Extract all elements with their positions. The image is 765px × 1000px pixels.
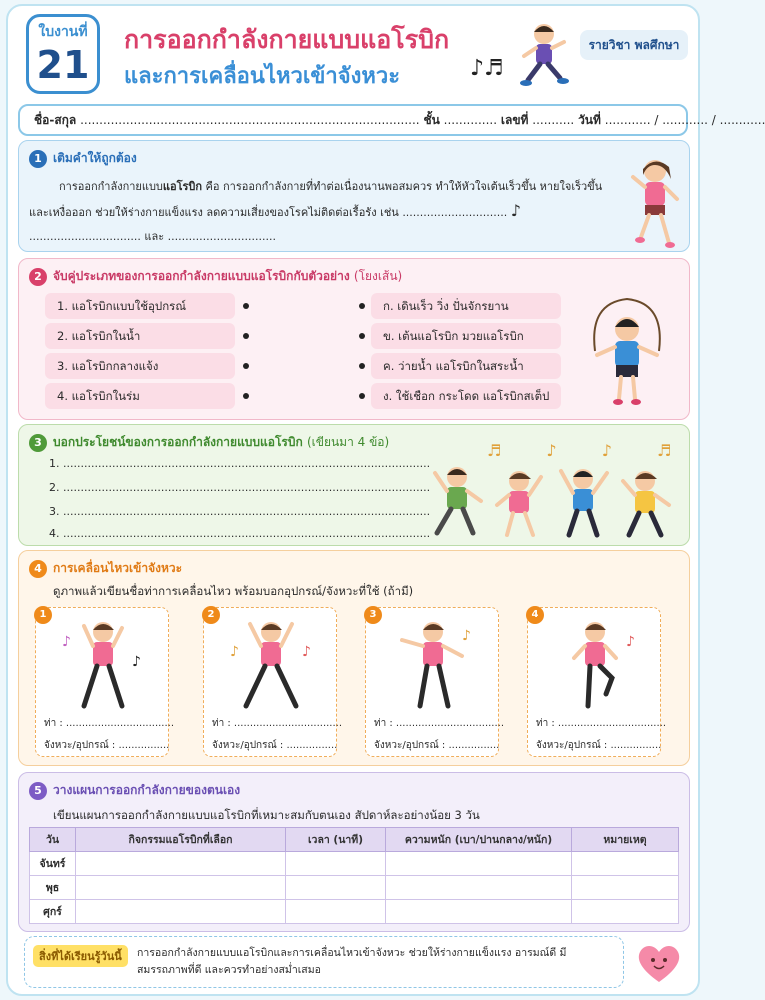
learned-tag: สิ่งที่ได้เรียนรู้วันนี้ xyxy=(33,945,128,967)
section2-number: 2 xyxy=(29,268,47,286)
class-field[interactable]: .............. xyxy=(443,113,498,127)
section1-paragraph[interactable]: การออกกำลังกายแบบแอโรบิก คือ การออกกำลังกายที่ทำต่อเนื่องนานพอสมควร ทำให้หัวใจเต้นเร็วขึ้น หายใจเร็วขึ้น และเหงื่อออก ช่วยให้ร่างกายแข็งแรง ลดความเสี่ยงของโรคไม่ติดต่อเรื้อรัง เช่น .............................. ♪ ................................ และ ............................... xyxy=(29,180,603,243)
learned-today-box xyxy=(24,936,624,988)
girl-jumping-illustration xyxy=(625,155,685,251)
svg-text:♪: ♪ xyxy=(230,644,239,660)
girl-pose-knee-lift-illustration xyxy=(552,616,638,712)
col-activity: กิจกรรมแอโรบิกที่เลือก xyxy=(76,828,286,852)
svg-text:♪: ♪ xyxy=(62,634,71,650)
match-left-dot[interactable] xyxy=(243,303,249,309)
section-benefits xyxy=(18,424,690,546)
student-info-bar xyxy=(18,104,765,136)
kids-dancing-illustration xyxy=(423,463,683,543)
learned-text: การออกกำลังกายแบบแอโรบิกและการเคลื่อนไหวเข้าจังหวะ ช่วยให้ร่างกายแข็งแรง อารมณ์ดี มีสมรรถภาพที่ดี และควรทำอย่างสม่ำเสมอ xyxy=(137,947,567,976)
subject-badge xyxy=(580,30,688,60)
section5-heading xyxy=(29,781,240,800)
rhythm-field[interactable]: จังหวะ/อุปกรณ์ : ................ xyxy=(374,740,500,751)
section1-number: 1 xyxy=(29,150,47,168)
pose-name-field[interactable]: ท่า : .................................. xyxy=(536,718,667,729)
subject-name: พลศึกษา xyxy=(634,38,680,52)
section2-heading xyxy=(29,267,402,286)
activity-cell[interactable] xyxy=(76,900,286,924)
section2-hint: (โยงเส้น) xyxy=(353,269,403,283)
section1-note-icon: ♪ xyxy=(510,201,521,220)
col-intensity: ความหนัก (เบา/ปานกลาง/หนัก) xyxy=(386,828,572,852)
pose-name-field[interactable]: ท่า : .................................. xyxy=(212,718,343,729)
pose-card-number: 3 xyxy=(364,606,382,624)
notes-cell[interactable] xyxy=(572,900,679,924)
section5-instruction: เขียนแผนการออกกำลังกายแบบแอโรบิกที่เหมาะสมกับตนเอง สัปดาห์ละอย่างน้อย 3 วัน xyxy=(53,808,480,822)
match-left-item: 2. แอโรบิกในน้ำ xyxy=(45,323,235,349)
worksheet-number: 21 xyxy=(36,43,90,87)
match-left-dot[interactable] xyxy=(243,363,249,369)
worksheet-label: ใบงานที่ xyxy=(38,24,88,40)
subject-label: รายวิชา xyxy=(588,38,631,52)
pose-card-number: 1 xyxy=(34,606,52,624)
time-cell[interactable] xyxy=(286,852,386,876)
date-label: วันที่ xyxy=(578,113,601,127)
rhythm-field[interactable]: จังหวะ/อุปกรณ์ : ................ xyxy=(44,740,170,751)
day-cell: จันทร์ xyxy=(30,852,76,876)
match-left-dot[interactable] xyxy=(243,393,249,399)
match-right-dot[interactable] xyxy=(359,333,365,339)
page-title-line2: และการเคลื่อนไหวเข้าจังหวะ xyxy=(124,64,401,89)
match-left-dot[interactable] xyxy=(243,333,249,339)
table-row xyxy=(30,852,679,876)
activity-cell[interactable] xyxy=(76,852,286,876)
table-row xyxy=(30,900,679,924)
section1-title: เติมคำให้ถูกต้อง xyxy=(53,151,137,165)
pose-card-2 xyxy=(203,607,343,757)
music-notes-icon: ♪♬ xyxy=(470,56,504,81)
benefit-line[interactable]: 2. ......................................................................................................... xyxy=(49,481,431,494)
match-right-item: ก. เดินเร็ว วิ่ง ปั่นจักรยาน xyxy=(371,293,561,319)
name-label: ชื่อ-สกุล xyxy=(34,113,77,127)
match-right-dot[interactable] xyxy=(359,363,365,369)
col-day: วัน xyxy=(30,828,76,852)
section4-heading xyxy=(29,559,182,578)
page-title-line1: การออกกำลังกายแบบแอโรบิก xyxy=(124,25,450,54)
benefit-line[interactable]: 3. ......................................................................................................... xyxy=(49,505,431,518)
match-left-item: 4. แอโรบิกในร่ม xyxy=(45,383,235,409)
name-field[interactable]: ......................................................................................... xyxy=(80,113,420,127)
svg-text:♪: ♪ xyxy=(462,628,471,644)
section2-title: จับคู่ประเภทของการออกกำลังกายแบบแอโรบิกกับตัวอย่าง xyxy=(53,269,350,283)
pose-name-field[interactable]: ท่า : .................................. xyxy=(44,718,175,729)
benefit-line[interactable]: 1. ......................................................................................................... xyxy=(49,457,431,470)
rhythm-field[interactable]: จังหวะ/อุปกรณ์ : ................ xyxy=(212,740,338,751)
table-header-row xyxy=(30,828,679,852)
section3-number: 3 xyxy=(29,434,47,452)
girl-pose-arms-side-illustration xyxy=(390,616,476,712)
col-time: เวลา (นาที) xyxy=(286,828,386,852)
section3-heading xyxy=(29,433,389,452)
section4-number: 4 xyxy=(29,560,47,578)
match-left-item: 1. แอโรบิกแบบใช้อุปกรณ์ xyxy=(45,293,235,319)
boy-jump-rope-illustration xyxy=(585,293,669,417)
pose-card-4 xyxy=(527,607,667,757)
svg-text:♪: ♪ xyxy=(132,654,141,670)
col-notes: หมายเหตุ xyxy=(572,828,679,852)
svg-text:♪: ♪ xyxy=(302,644,311,660)
running-boy-illustration xyxy=(516,22,574,92)
section-rhythmic-movement xyxy=(18,550,690,766)
intensity-cell[interactable] xyxy=(386,852,572,876)
section3-hint: (เขียนมา 4 ข้อ) xyxy=(306,435,390,449)
match-right-item: ค. ว่ายน้ำ แอโรบิกในสระน้ำ xyxy=(371,353,561,379)
number-label: เลขที่ xyxy=(500,113,529,127)
day-cell: ศุกร์ xyxy=(30,900,76,924)
girl-pose-arms-up-illustration xyxy=(60,616,146,712)
section-matching xyxy=(18,258,690,420)
day-cell: พุธ xyxy=(30,876,76,900)
match-right-dot[interactable] xyxy=(359,393,365,399)
section4-instruction: ดูภาพแล้วเขียนชื่อท่าการเคลื่อนไหว พร้อมบอกอุปกรณ์/จังหวะที่ใช้ (ถ้ามี) xyxy=(53,584,414,598)
rhythm-field[interactable]: จังหวะ/อุปกรณ์ : ................ xyxy=(536,740,662,751)
match-left-item: 3. แอโรบิกกลางแจ้ง xyxy=(45,353,235,379)
girl-pose-jumping-jack-illustration xyxy=(228,616,314,712)
intensity-cell[interactable] xyxy=(386,876,572,900)
notes-cell[interactable] xyxy=(572,852,679,876)
table-row xyxy=(30,876,679,900)
exercise-plan-table xyxy=(29,827,679,924)
number-field[interactable]: ........... xyxy=(532,113,575,127)
pose-card-1 xyxy=(35,607,175,757)
section1-heading xyxy=(29,149,137,168)
pose-card-3 xyxy=(365,607,505,757)
date-field[interactable]: ............ / ............ / ............ xyxy=(604,113,765,127)
svg-text:♪: ♪ xyxy=(626,634,635,650)
section4-title: การเคลื่อนไหวเข้าจังหวะ xyxy=(53,561,183,575)
match-right-item: ง. ใช้เชือก กระโดด แอโรบิกสเต็ป xyxy=(371,383,561,409)
worksheet-badge xyxy=(26,14,100,94)
notes-cell[interactable] xyxy=(572,876,679,900)
section-exercise-plan xyxy=(18,772,690,932)
time-cell[interactable] xyxy=(286,900,386,924)
pose-card-number: 4 xyxy=(526,606,544,624)
time-cell[interactable] xyxy=(286,876,386,900)
benefit-line[interactable]: 4. ......................................................................................................... xyxy=(49,527,431,540)
section5-title: วางแผนการออกกำลังกายของตนเอง xyxy=(53,783,241,797)
activity-cell[interactable] xyxy=(76,876,286,900)
match-right-item: ข. เต้นแอโรบิก มวยแอโรบิก xyxy=(371,323,561,349)
intensity-cell[interactable] xyxy=(386,900,572,924)
section-fill-in xyxy=(18,140,690,252)
section3-title: บอกประโยชน์ของการออกกำลังกายแบบแอโรบิก xyxy=(53,435,303,449)
match-right-dot[interactable] xyxy=(359,303,365,309)
pose-name-field[interactable]: ท่า : .................................. xyxy=(374,718,505,729)
heart-icon xyxy=(636,942,682,984)
section5-number: 5 xyxy=(29,782,47,800)
class-label: ชั้น xyxy=(423,113,440,127)
pose-card-number: 2 xyxy=(202,606,220,624)
music-notes-icon: ♬ ♪ ♪ ♬ xyxy=(487,441,692,460)
